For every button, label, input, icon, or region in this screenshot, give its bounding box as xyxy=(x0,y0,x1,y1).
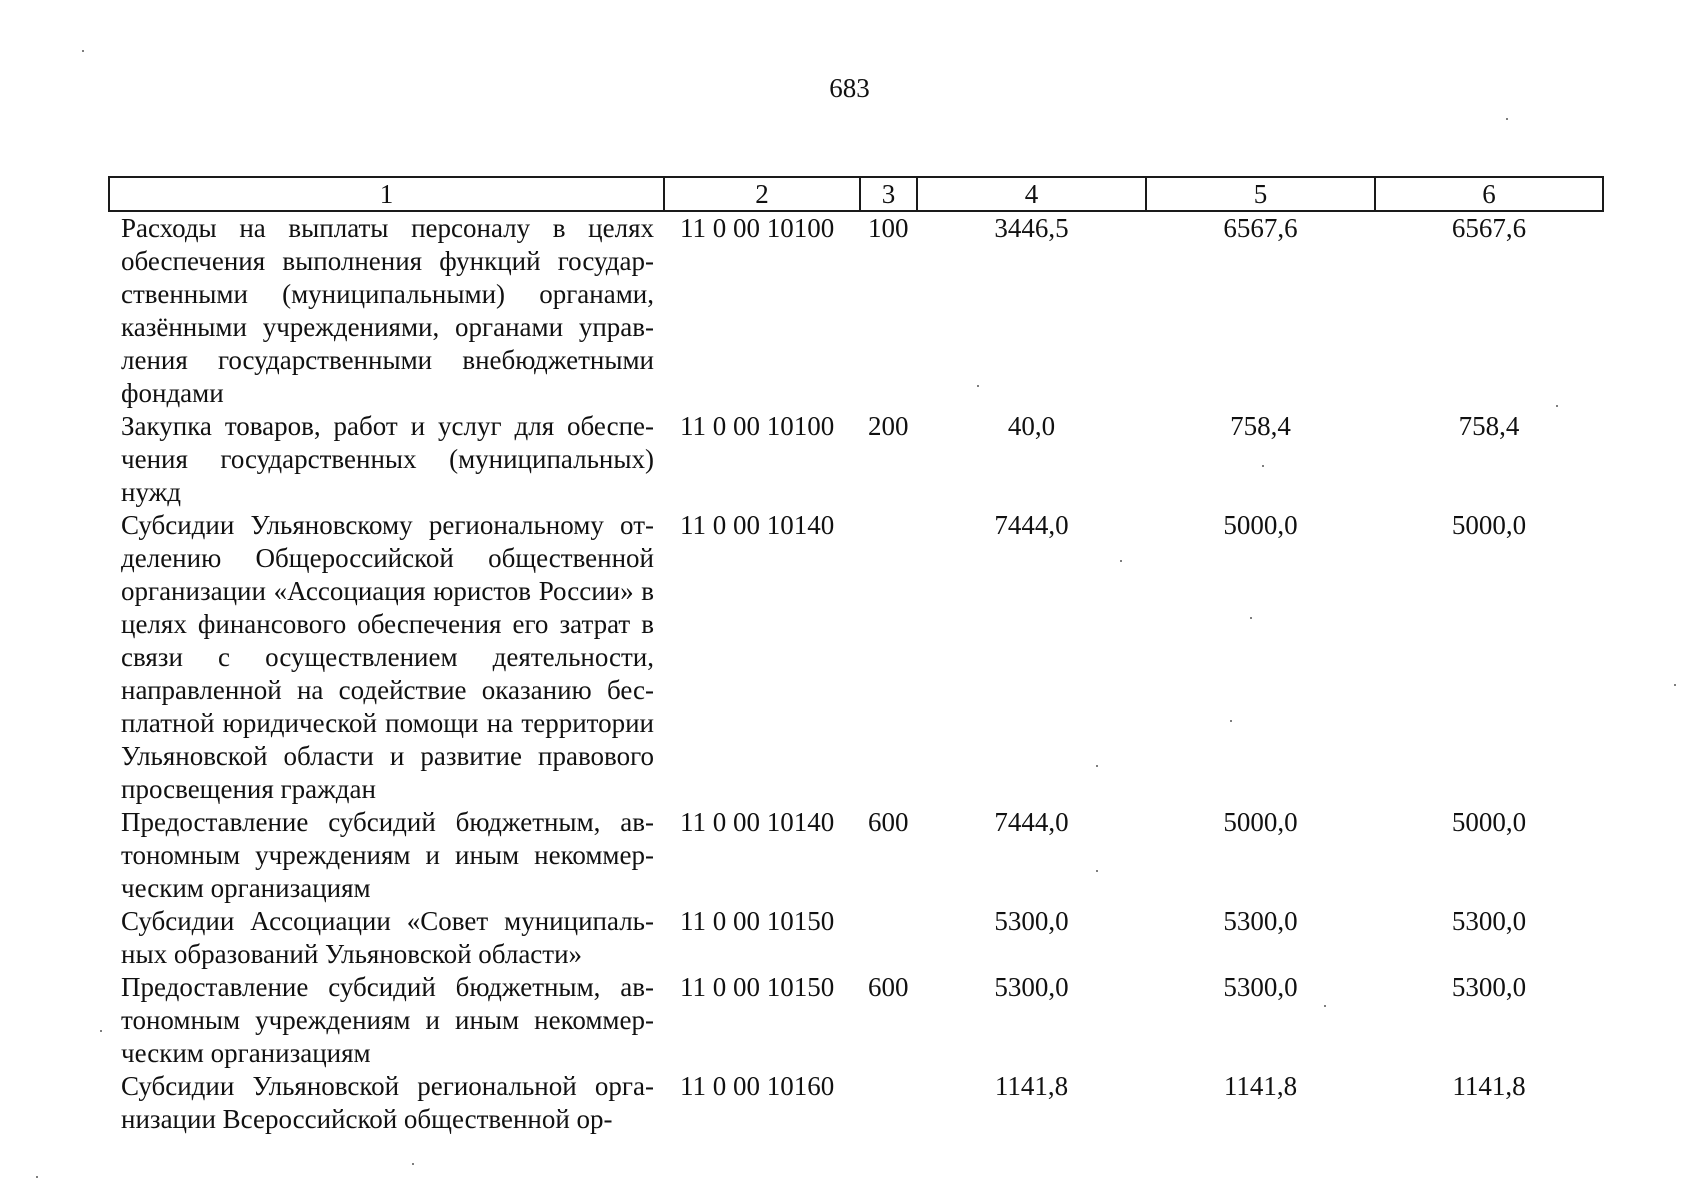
row-expense-type: 100 xyxy=(868,213,909,243)
row-value-col4: 1141,8 xyxy=(994,1071,1069,1101)
row-expense-type xyxy=(860,509,917,806)
row-name: Субсидии Ассоциации «Совет муниципальных образований Ульяновской области» xyxy=(121,906,654,969)
row-name: Предоставление субсидий бюджетным, автономным учреждениям и иным некоммерческим организациям xyxy=(121,972,654,1068)
row-target-code: 11 0 00 10100 xyxy=(680,411,835,441)
table-row xyxy=(109,410,1603,509)
header-col-6: 6 xyxy=(1375,177,1603,211)
header-col-1: 1 xyxy=(109,177,664,211)
header-col-5: 5 xyxy=(1146,177,1375,211)
scan-speck xyxy=(977,385,979,387)
row-target-code: 11 0 00 10150 xyxy=(680,972,835,1002)
scan-speck xyxy=(1262,465,1264,467)
row-value-col5: 5000,0 xyxy=(1223,807,1298,837)
row-value-col6: 5300,0 xyxy=(1451,906,1527,936)
row-name: Закупка товаров, работ и услуг для обеспечения государственных (муниципальных) нужд xyxy=(121,411,654,507)
scan-speck xyxy=(1674,684,1676,686)
row-expense-type xyxy=(860,905,917,971)
table-row xyxy=(109,905,1603,971)
row-value-col6: 5000,0 xyxy=(1451,510,1527,540)
row-value-col5: 1141,8 xyxy=(1223,1071,1298,1101)
row-target-code: 11 0 00 10100 xyxy=(680,213,835,243)
row-expense-type: 600 xyxy=(868,972,909,1002)
header-col-3: 3 xyxy=(860,177,917,211)
row-target-code: 11 0 00 10150 xyxy=(680,906,835,936)
row-value-col4: 40,0 xyxy=(1007,411,1056,441)
row-name: Субсидии Ульяновскому региональному отделению Общероссийской общественной организации «Ассоциация юристов России» в целях финансового обеспечения его затрат в связи с осуществлением деятельности, направленной на содействие оказанию бесплатной юридической помощи на территории Ульяновской области и развитие правового просвещения граждан xyxy=(121,510,654,804)
row-value-col4: 7444,0 xyxy=(994,510,1069,540)
scan-speck xyxy=(1230,720,1232,722)
page-number: 683 xyxy=(829,73,870,103)
row-value-col4: 7444,0 xyxy=(994,807,1069,837)
row-expense-type xyxy=(860,1070,917,1136)
scan-speck xyxy=(82,50,84,52)
table-row xyxy=(109,509,1603,806)
row-name: Субсидии Ульяновской региональной организации Всероссийской общественной ор- xyxy=(121,1071,654,1134)
table-row xyxy=(109,971,1603,1070)
row-value-col5: 5000,0 xyxy=(1223,510,1298,540)
row-value-col4: 3446,5 xyxy=(994,213,1069,243)
row-expense-type: 200 xyxy=(868,411,909,441)
row-value-col5: 5300,0 xyxy=(1223,906,1298,936)
row-value-col6: 5300,0 xyxy=(1451,972,1527,1002)
header-col-2: 2 xyxy=(664,177,860,211)
budget-table xyxy=(108,176,1604,1136)
row-value-col5: 6567,6 xyxy=(1223,213,1298,243)
table-row xyxy=(109,806,1603,905)
scan-speck xyxy=(1506,118,1508,120)
scan-speck xyxy=(1556,405,1558,407)
row-value-col6: 6567,6 xyxy=(1451,213,1527,243)
row-name: Предоставление субсидий бюджетным, автономным учреждениям и иным некоммерческим организациям xyxy=(121,807,654,903)
scan-speck xyxy=(1096,765,1098,767)
row-value-col6: 1141,8 xyxy=(1452,1071,1526,1101)
row-value-col5: 5300,0 xyxy=(1223,972,1298,1002)
row-value-col4: 5300,0 xyxy=(994,906,1069,936)
table-header-row xyxy=(109,177,1603,211)
scan-speck xyxy=(36,1176,38,1178)
row-target-code: 11 0 00 10160 xyxy=(680,1071,835,1101)
scan-speck xyxy=(1096,870,1098,872)
row-expense-type: 600 xyxy=(868,807,909,837)
row-value-col6: 758,4 xyxy=(1458,411,1520,441)
row-value-col6: 5000,0 xyxy=(1451,807,1527,837)
scan-speck xyxy=(1324,1005,1326,1007)
table-row xyxy=(109,211,1603,410)
scan-speck xyxy=(412,1163,414,1165)
header-col-4: 4 xyxy=(917,177,1146,211)
row-name: Расходы на выплаты персоналу в целях обеспечения выполнения функций государственными (муниципальными) органами, казёнными учреждениями, органами управления государственными внебюджетными фондами xyxy=(121,213,654,408)
scan-speck xyxy=(1250,617,1252,619)
row-value-col5: 758,4 xyxy=(1230,411,1291,441)
row-value-col4: 5300,0 xyxy=(994,972,1069,1002)
table-row xyxy=(109,1070,1603,1136)
row-target-code: 11 0 00 10140 xyxy=(680,807,835,837)
scan-speck xyxy=(1120,560,1122,562)
row-target-code: 11 0 00 10140 xyxy=(680,510,835,540)
scan-speck xyxy=(100,1030,102,1032)
